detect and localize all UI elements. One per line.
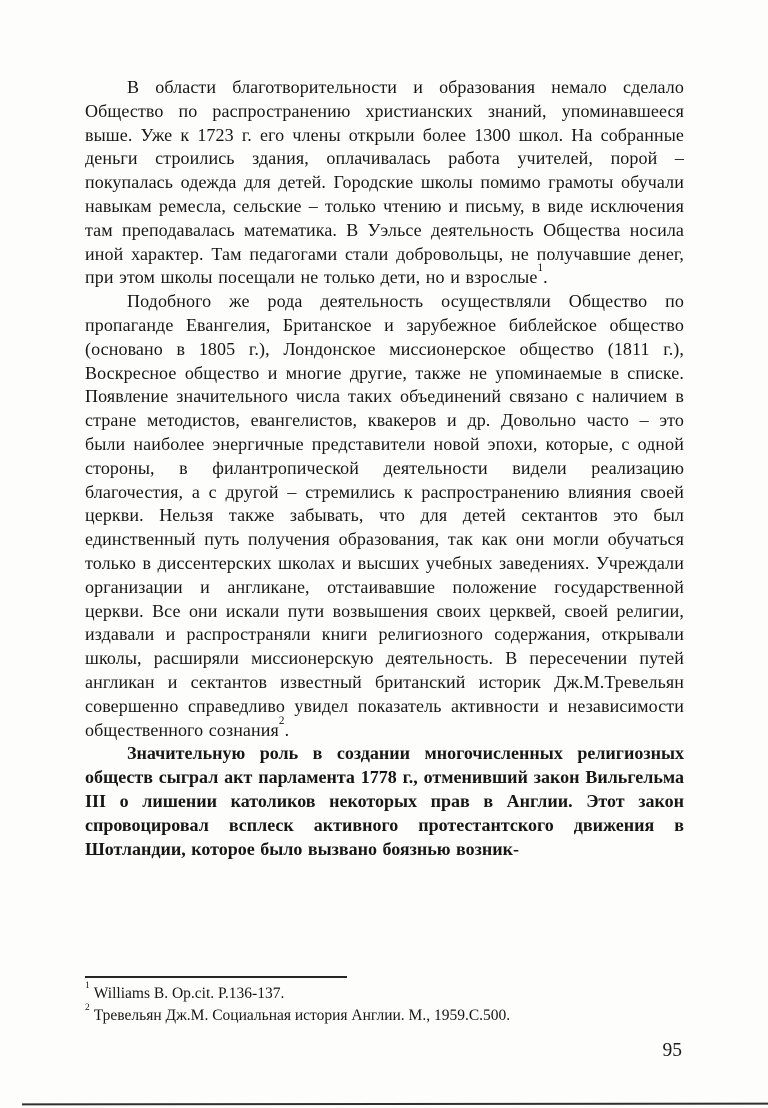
paragraph-2 bbox=[85, 290, 684, 742]
footnote-1-text: Williams B. Op.cit. P.136-137. bbox=[93, 985, 285, 1002]
page-body-text bbox=[85, 76, 684, 861]
paragraph-1-tail: . bbox=[543, 267, 548, 288]
footnote-separator-rule bbox=[85, 976, 347, 978]
scan-edge-artifact bbox=[22, 1103, 768, 1106]
footnotes-section bbox=[85, 976, 684, 1027]
paragraph-1-text: В области благотворительности и образования немало сделало Общество по распространению христианских знаний, упоминавшееся выше. Уже к 1723 г. его члены открыли более 1300 школ. На собранные деньги строились здания, оплачивалась работа учителей, порой – покупалась одежда для детей. Городские школы помимо грамоты обучали навыкам ремесла, сельские – только чтению и письму, в виде исключения там преподавалась математика. В Уэльсе деятельность Общества носила иной характер. Там педагогами стали добровольцы, не получавшие денег, при этом школы посещали не только дети, но и взрослые bbox=[85, 77, 684, 288]
footnote-1-marker: 1 bbox=[85, 979, 90, 991]
paragraph-3-text: Значительную роль в создании многочисленных религиозных обществ сыграл акт парламента 1778 г., отменивший закон Вильгельма III о лишении католиков некоторых прав в Англии. Этот закон спровоцировал всплеск активного протестантского движения в Шотландии, которое было вызвано боязнью возник- bbox=[85, 743, 684, 859]
paragraph-2-text: Подобного же рода деятельность осуществляли Общество по пропаганде Евангелия, Британское и зарубежное библейское общество (основано в 1805 г.), Лондонское миссионерское общество (1811 г.), Воскресное общество и многие другие, также не упоминаемые в списке. Появление значительного числа таких объединений связано с наличием в стране методистов, евангелистов, квакеров и др. Довольно часто – это были наиболее энергичные представители новой эпохи, которые, с одной стороны, в филантропической деятельности видели реализацию благочестия, а с другой – стремились к распространению влияния своей церкви. Нельзя также забывать, что для детей сектантов это был единственный путь получения образования, так как они могли обучаться только в диссентерских школах и высших учебных заведениях. Учреждали организации и англикане, отстаивавшие положение государственной церкви. Все они искали пути возвышения своих церквей, своей религии, издавали и распространяли книги религиозного содержания, открывали школы, расширяли миссионерскую деятельность. В пересечении путей англикан и сектантов известный британский историк Дж.М.Тревельян совершенно справедливо увидел показатель активности и независимости общественного сознания bbox=[85, 291, 684, 740]
footnote-ref-1: 1 bbox=[537, 262, 544, 275]
paragraph-3 bbox=[85, 742, 684, 861]
footnote-ref-2: 2 bbox=[278, 714, 285, 727]
page-number: 95 bbox=[662, 1040, 682, 1061]
footnote-1 bbox=[85, 979, 684, 1005]
paragraph-2-tail: . bbox=[284, 719, 290, 740]
paragraph-1 bbox=[85, 76, 684, 290]
footnote-2-text: Тревельян Дж.М. Социальная история Англии. М., 1959.С.500. bbox=[93, 1007, 511, 1024]
footnote-2-marker: 2 bbox=[85, 1001, 90, 1013]
footnote-2 bbox=[85, 1001, 684, 1027]
